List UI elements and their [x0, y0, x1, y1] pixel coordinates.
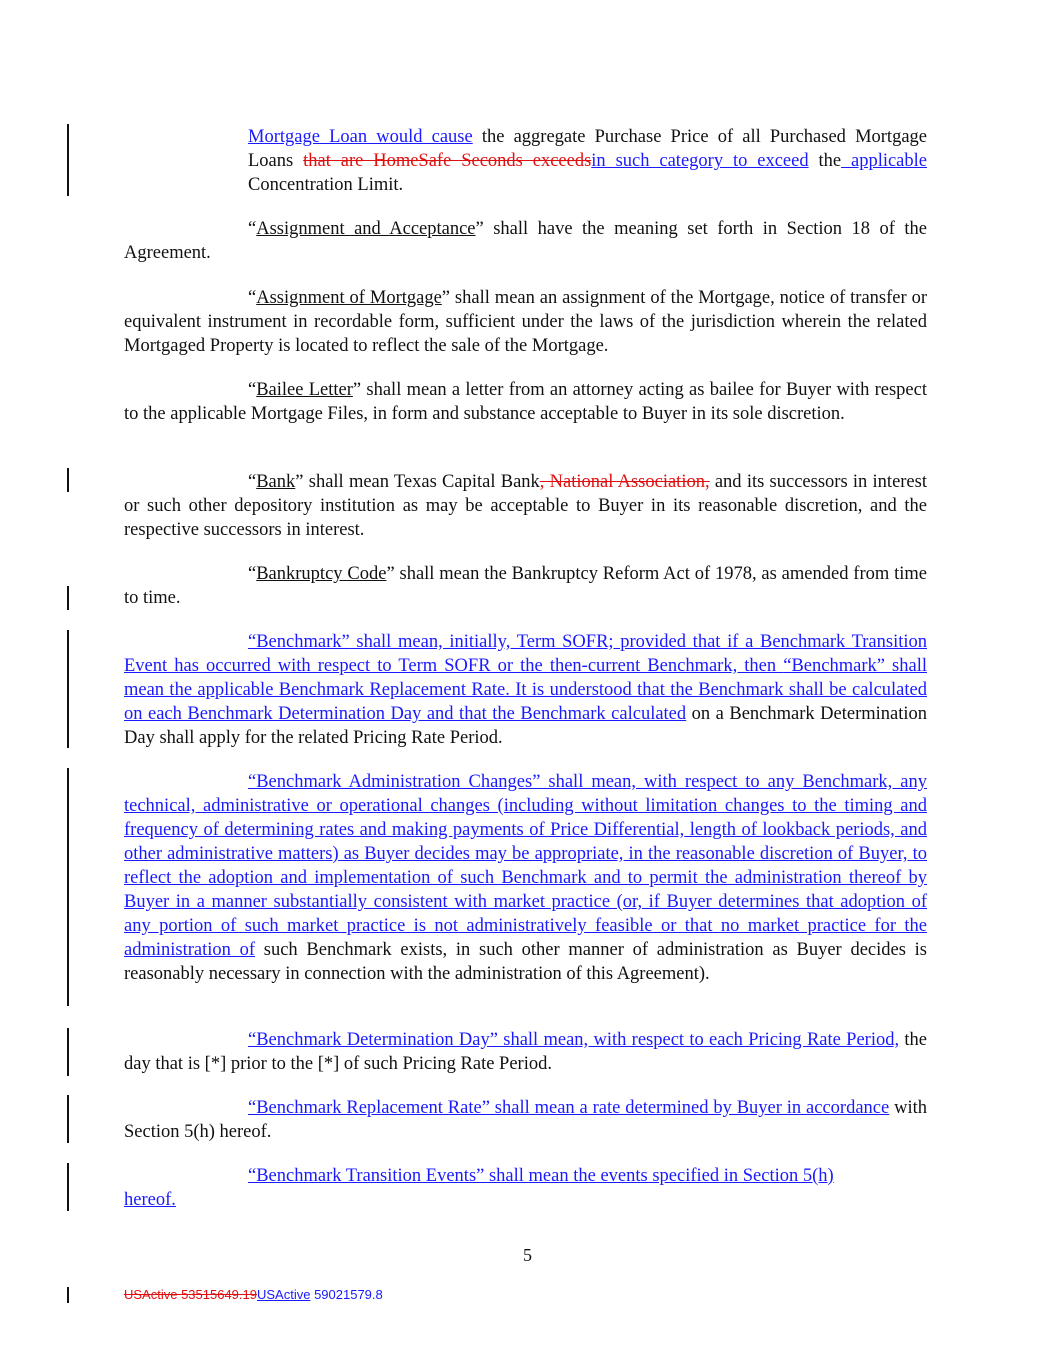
- definition-bankruptcy-code: “Bankruptcy Code” shall mean the Bankruptcy Reform Act of 1978, as amended from time to time.: [124, 564, 927, 608]
- definition-benchmark-transition-events: “Benchmark Transition Events” shall mean the events specified in Section 5(h) hereof.: [124, 1166, 834, 1210]
- change-bar: [67, 1163, 69, 1211]
- change-bar: [67, 768, 69, 1006]
- definition-assignment-of-mortgage: “Assignment of Mortgage” shall mean an assignment of the Mortgage, notice of transfer or equivalent instrument in recordable form, sufficient under the laws of the jurisdiction wherein the related Mortgaged Property is located to reflect the sale of the Mortgage.: [124, 288, 927, 356]
- change-bar: [67, 468, 69, 492]
- page-number: 5: [523, 1245, 532, 1265]
- definition-benchmark-administration-changes: “Benchmark Administration Changes” shall mean, with respect to any Benchmark, any technical, administrative or operational changes (including without limitation changes to the timing and frequency of determining rates and making payments of Price Differential, length of lookback periods, and other administrative matters) as Buyer decides may be appropriate, in the reasonable discretion of Buyer, to reflect the adoption and implementation of such Benchmark and to permit the administration thereof by Buyer in a manner substantially consistent with market practice (or, if Buyer determines that adoption of any portion of such market practice is not administratively feasible or that no market practice for the administration of such Benchmark exists, in such other manner of administration as Buyer decides is reasonably necessary in connection with the administration of this Agreement).: [124, 772, 927, 984]
- change-bar: [67, 124, 69, 196]
- paragraph-concentration-limit: Mortgage Loan would cause the aggregate Purchase Price of all Purchased Mortgage Loans that are HomeSafe Seconds exceedsin such category to exceed the applicable Concentration Limit.: [248, 127, 927, 195]
- document-id-footer: USActive 53515649.19USActive 59021579.8: [124, 1287, 383, 1302]
- definition-benchmark-replacement-rate: “Benchmark Replacement Rate” shall mean a rate determined by Buyer in accordance with Section 5(h) hereof.: [124, 1098, 928, 1142]
- definition-bank: “Bank” shall mean Texas Capital Bank, National Association, and its successors in interest or such other depository institution as may be acceptable to Buyer in its reasonable discretion, and the respective successors in interest.: [124, 472, 927, 540]
- change-bar: [67, 1287, 69, 1303]
- change-bar: [67, 1028, 69, 1076]
- change-bar: [67, 630, 69, 748]
- definition-benchmark: “Benchmark” shall mean, initially, Term SOFR; provided that if a Benchmark Transition Event has occurred with respect to Term SOFR or the then-current Benchmark, then “Benchmark” shall mean the applicable Benchmark Replacement Rate. It is understood that the Benchmark shall be calculated on each Benchmark Determination Day and that the Benchmark calculated on a Benchmark Determination Day shall apply for the related Pricing Rate Period.: [124, 632, 927, 748]
- change-bar: [67, 1095, 69, 1143]
- definition-assignment-and-acceptance: “Assignment and Acceptance” shall have the meaning set forth in Section 18 of the Agreement.: [124, 219, 927, 263]
- definition-bailee-letter: “Bailee Letter” shall mean a letter from an attorney acting as bailee for Buyer with respect to the applicable Mortgage Files, in form and substance acceptable to Buyer in its sole discretion.: [124, 380, 927, 424]
- definition-benchmark-determination-day: “Benchmark Determination Day” shall mean, with respect to each Pricing Rate Period, the day that is [*] prior to the [*] of such Pricing Rate Period.: [124, 1030, 927, 1074]
- change-bar: [67, 586, 69, 610]
